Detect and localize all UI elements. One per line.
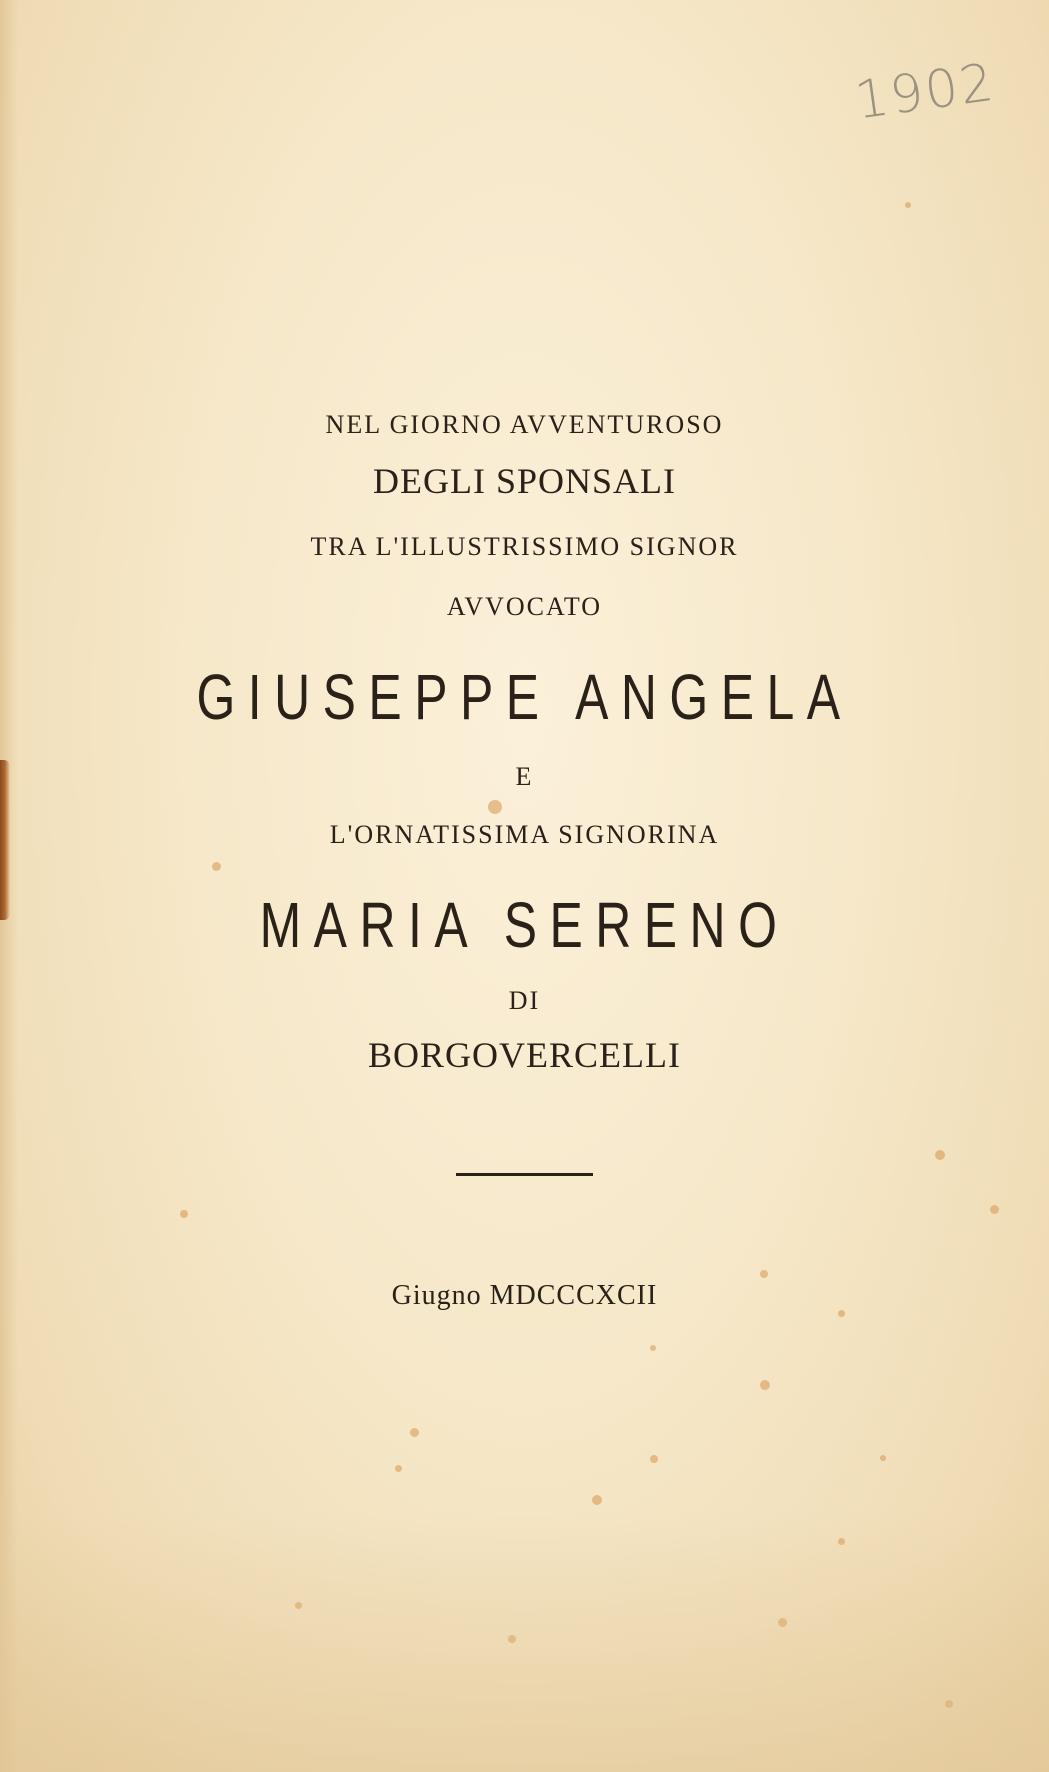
- foxing-spot: [212, 862, 221, 871]
- title-line-3: TRA L'ILLUSTRISSIMO SIGNOR: [310, 532, 739, 561]
- title-line-4: AVVOCATO: [446, 592, 603, 621]
- foxing-spot: [295, 1602, 302, 1609]
- foxing-spot: [508, 1635, 516, 1643]
- foxing-spot: [760, 1270, 768, 1278]
- foxing-spot: [650, 1345, 656, 1351]
- foxing-spot: [935, 1150, 945, 1160]
- of-word: DI: [508, 986, 541, 1015]
- foxing-spot: [488, 800, 502, 814]
- foxing-spot: [778, 1618, 787, 1627]
- divider-rule: [456, 1173, 593, 1176]
- bride-name: MARIA SERENO: [259, 889, 790, 961]
- foxing-spot: [180, 1210, 188, 1218]
- title-line-2: DEGLI SPONSALI: [372, 461, 676, 501]
- foxing-spot: [650, 1455, 658, 1463]
- pencil-annotation: 1902: [851, 52, 999, 132]
- foxing-spot: [880, 1455, 886, 1461]
- foxing-spot: [592, 1495, 602, 1505]
- date-line: Giugno MDCCCXCII: [391, 1280, 658, 1311]
- title-line-5: L'ORNATISSIMA SIGNORINA: [329, 820, 720, 849]
- foxing-spot: [838, 1538, 845, 1545]
- foxing-spot: [990, 1205, 999, 1214]
- foxing-spot: [760, 1380, 770, 1390]
- conjunction: E: [515, 762, 534, 791]
- groom-name: GIUSEPPE ANGELA: [196, 661, 853, 733]
- foxing-spot: [410, 1428, 419, 1437]
- place-name: BORGOVERCELLI: [368, 1035, 681, 1075]
- foxing-spot: [905, 202, 911, 208]
- title-line-1: NEL GIORNO AVVENTUROSO: [325, 410, 724, 439]
- foxing-spot: [945, 1700, 953, 1708]
- foxing-spot: [395, 1465, 402, 1472]
